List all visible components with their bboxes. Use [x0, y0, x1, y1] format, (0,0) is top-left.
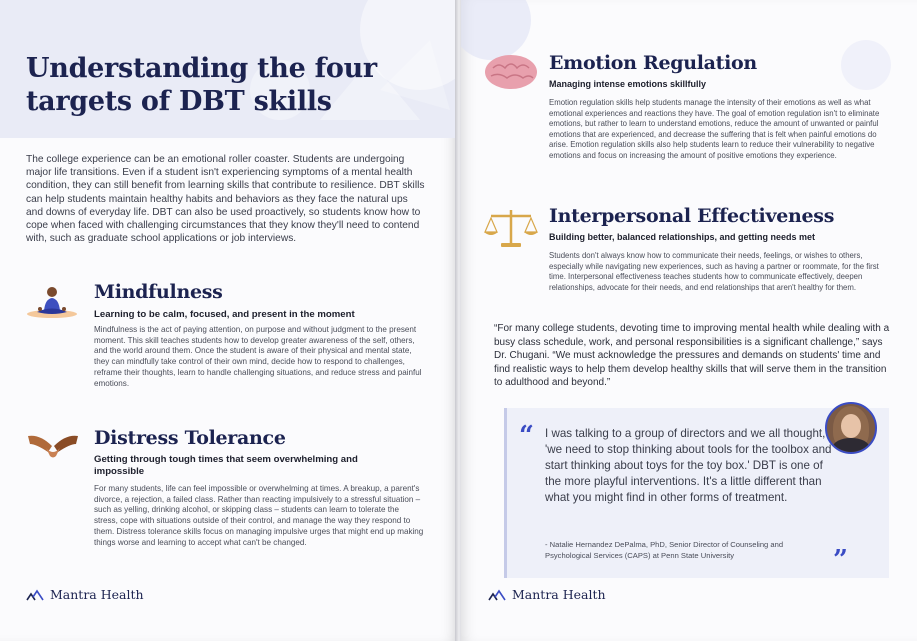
balance-scale-icon	[483, 206, 539, 250]
section-subtitle-distress-tolerance: Getting through tough times that seem overwhelming and impossible	[94, 454, 358, 477]
section-title-distress-tolerance: Distress Tolerance	[94, 427, 286, 449]
open-quote-icon: “	[519, 421, 534, 451]
intro-paragraph: The college experience can be an emotional roller coaster. Students are undergoing major life transitions. Even if a student isn't experiencing symptoms of a mental health condition, they can still benefit from learning skills that contribute to resilience. DBT skills can help students maintain healthy habits and behaviors as they face the natural ups and downs of everyday life. DBT can also be used proactively, so students know how to cope when faced with challenging circumstances that they know they'll need to contend with, such as graduate school applications or job interviews.	[26, 154, 425, 245]
avatar	[825, 402, 877, 454]
section-title-interpersonal-effectiveness: Interpersonal Effectiveness	[549, 205, 835, 227]
section-subtitle-emotion-regulation: Managing intense emotions skillfully	[549, 79, 707, 89]
right-page	[461, 0, 917, 641]
section-subtitle-mindfulness: Learning to be calm, focused, and present in the moment	[94, 309, 355, 320]
callout-quote-box	[504, 408, 889, 578]
section-title-mindfulness: Mindfulness	[94, 281, 223, 303]
callout-attribution: - Natalie Hernandez DePalma, PhD, Senior Director of Counseling and Psychological Services (CAPS) at Penn State University	[545, 540, 784, 561]
logo-text: Mantra Health	[50, 587, 144, 602]
mantra-health-logo	[488, 587, 606, 602]
section-title-emotion-regulation: Emotion Regulation	[549, 52, 757, 74]
left-page	[0, 0, 457, 641]
holding-hands-icon	[26, 430, 80, 460]
section-body-mindfulness: Mindfulness is the act of paying attention, on purpose and without judgment to the present moment. This skill teaches students how to develop greater awareness of the self, others, and the world around them. Once the student is aware of their physical and mental state, they can mindfully take control of their own mind, decide how to respond to challenges, reframe their thoughts, learn to handle challenging situations, and reduce stress and painful emotions.	[94, 325, 422, 388]
section-body-emotion-regulation: Emotion regulation skills help students manage the intensity of their emotions as well as what emotional experiences and reactions they have. The goal of emotion regulation isn't to eliminate emotions, but rather to learn to understand emotions, reduce the amount of unwanted or painful emotions that are experienced, and decrease the suffering that is felt when painful emotions do arise. Emotion regulation skills also help students learn to reduce their vulnerability to negative emotions and focus on increasing the amount of positive emotions they experience.	[549, 98, 880, 160]
mantra-logo-mark-icon	[488, 589, 506, 601]
section-body-interpersonal-effectiveness: Students don't always know how to communicate their needs, feelings, or wishes to others, especially while navigating new experiences, such as having a partner or roommate, for the first time. Interpersonal effectiveness teaches students how to communicate effectively, deepen relationships, advocate for their needs, and end relationships that aren't healthy for them.	[549, 251, 879, 292]
close-quote-icon: ”	[833, 545, 848, 575]
chugani-quote: “For many college students, devoting time to improving mental health while dealing with a busy class schedule, work, and personal responsibilities is a significant challenge,” says Dr. Chugani. “We must acknowledge the pressures and demands on students' time and find realistic ways to help them develop healthy skills that will serve them in the transition to adulthood and beyond.”	[494, 323, 890, 388]
meditation-icon	[25, 285, 79, 319]
section-subtitle-interpersonal-effectiveness: Building better, balanced relationships, and getting needs met	[549, 232, 816, 242]
section-body-distress-tolerance: For many students, life can feel impossible or overwhelming at times. A breakup, a parent's divorce, a rejection, a failed class. Rather than reacting impulsively to a stressful situation – such as yelling, drinking alcohol, or skipping class – students can learn to tolerate the stress, cope with situations outside of their control, and manage the way they respond to them. Distress tolerance skills focus on managing impulsive urges that might end up making things worse and learning to accept what can't be changed.	[94, 484, 424, 547]
brain-icon	[483, 52, 539, 92]
mantra-health-logo	[26, 587, 144, 602]
mantra-logo-mark-icon	[26, 589, 44, 601]
callout-quote-text: I was talking to a group of directors and we all thought, 'we need to stop thinking about tools for the toolbox and start thinking about toys for the toy box.' DBT is one of the more playful interventions. It's a little different than what you might find in other forms of treatment.	[545, 427, 832, 504]
page-title: Understanding the four targets of DBT skills	[26, 53, 377, 117]
logo-text: Mantra Health	[512, 587, 606, 602]
